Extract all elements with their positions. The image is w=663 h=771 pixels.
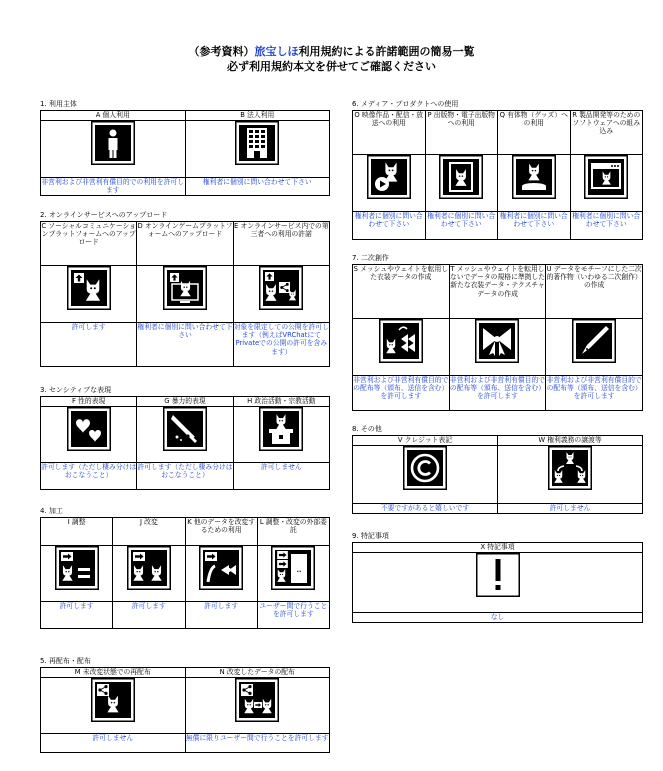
header-prefix: （参考資料）	[188, 45, 255, 58]
section-8-table	[352, 435, 643, 514]
status-u: 非営利および非営利有償目的での配布等（頒布、送信を含む）を許可します	[546, 376, 643, 411]
status-e: 対象を限定しての公開を許可します（例えばVRChatにてPrivateでの公開の許可を含みます）	[233, 323, 329, 367]
header-m: M 未改変状態での再配布	[41, 668, 186, 678]
icon-cell-a	[41, 121, 186, 178]
header-e: E オンラインサービス内での第三者への利用の許諾	[233, 222, 329, 266]
outsource-cat-icon	[271, 546, 315, 590]
distribute-modified-icon	[235, 678, 279, 722]
book-cat-icon	[439, 155, 483, 199]
status-f: 許可します（ただし棲み分けはおこなうこと）	[41, 463, 137, 490]
header-j: J 改変	[113, 518, 185, 546]
icon-cell-h	[233, 407, 329, 463]
upload-monitor-cat-icon	[163, 266, 207, 310]
icon-cell-u	[546, 319, 643, 376]
header-s: S メッシュやウェイトを転用した衣装データの作成	[353, 265, 450, 319]
section-6-title: 6. メディア・プロダクトへの使用	[352, 100, 459, 108]
icon-cell-f	[41, 407, 137, 463]
status-w: 許可しません	[498, 504, 643, 514]
icon-cell-g	[137, 407, 233, 463]
section-8-title: 8. その他	[352, 425, 382, 433]
section-3-table	[40, 396, 330, 490]
icon-cell-n	[185, 678, 330, 734]
status-g: 許可します（ただし棲み分けはおこなうこと）	[137, 463, 233, 490]
hearts-icon	[67, 407, 111, 451]
header-w: W 権利義務の譲渡等	[498, 436, 643, 446]
icon-cell-l	[257, 546, 329, 602]
status-n: 無償に限りユーザー間で行うことを許可します	[185, 734, 330, 753]
header-q: Q 有体物（グッズ）への利用	[498, 111, 571, 155]
icon-cell-p	[425, 155, 498, 212]
icon-cell-c	[41, 266, 137, 323]
icon-cell-m	[41, 678, 186, 734]
header-p: P 出版物・電子出版物への利用	[425, 111, 498, 155]
modify-cat-icon	[127, 546, 171, 590]
header-b: B 法人利用	[185, 111, 330, 121]
header-r: R 製品開発等のためのソフトウェアへの組み込み	[570, 111, 643, 155]
header-u: U データをモチーフにした二次的著作物（いわゆる二次創作）の作成	[546, 265, 643, 319]
transfer-cat-icon	[548, 446, 592, 490]
section-5-title: 5. 再配布・配布	[40, 657, 91, 665]
status-d: 権利者に個別に問い合わせて下さい	[137, 323, 233, 367]
header-n: N 改変したデータの配布	[185, 668, 330, 678]
status-r: 権利者に個別に問い合わせて下さい	[570, 212, 643, 240]
header-suffix: 利用規約による許諾範囲の簡易一覧	[298, 45, 475, 58]
section-4-table	[40, 517, 330, 629]
icon-cell-e	[233, 266, 329, 323]
status-v: 不要ですがあると嬉しいです	[353, 504, 498, 514]
header-line2: 必ず利用規約本文を併せてご確認ください	[227, 60, 436, 73]
icon-cell-i	[41, 546, 113, 602]
icon-cell-s	[353, 319, 450, 376]
share-cat-icon	[259, 266, 303, 310]
status-b: 権利者に個別に問い合わせて下さい	[185, 178, 330, 196]
status-h: 許可しません	[233, 463, 329, 490]
ribbon-icon	[475, 319, 519, 363]
icon-cell-b	[185, 121, 330, 178]
upload-cat-icon	[67, 266, 111, 310]
icon-cell-o	[353, 155, 426, 212]
icon-cell-v	[353, 446, 498, 504]
header-d: D オンラインゲームプラットフォームへのアップロード	[137, 222, 233, 266]
section-4-title: 4. 加工	[40, 507, 63, 515]
header-h: H 政治活動・宗教活動	[233, 397, 329, 407]
status-s: 非営利および非営利有償目的での配布等（頒布、送信を含む）を許可します	[353, 376, 450, 411]
section-7-table	[352, 264, 643, 411]
adjust-cat-icon	[55, 546, 99, 590]
header-x: X 特記事項	[353, 543, 643, 553]
status-x: なし	[353, 613, 643, 623]
status-i: 許可します	[41, 602, 113, 629]
header-c: C ソーシャルコミュニケーションプラットフォームへのアップロード	[41, 222, 137, 266]
mesh-cat-icon	[379, 319, 423, 363]
status-l: ユーザー間で行うことを許可します	[257, 602, 329, 629]
header-line1	[0, 44, 663, 59]
status-q: 権利者に個別に問い合わせて下さい	[498, 212, 571, 240]
person-icon	[91, 121, 135, 165]
icon-cell-w	[498, 446, 643, 504]
icon-cell-t	[449, 319, 546, 376]
knife-icon	[163, 407, 207, 451]
status-c: 許可します	[41, 323, 137, 367]
icon-cell-j	[113, 546, 185, 602]
modify-data-icon	[199, 546, 243, 590]
icon-cell-x	[353, 553, 643, 613]
header-l: L 調整・改変の外部委託	[257, 518, 329, 546]
redistribute-cat-icon	[91, 678, 135, 722]
page-header	[0, 44, 663, 74]
section-7-title: 7. 二次創作	[352, 254, 389, 262]
exclamation-icon	[476, 553, 520, 597]
pen-nib-icon	[572, 319, 616, 363]
section-3-title: 3. センシティブな表現	[40, 386, 112, 394]
section-1-table	[40, 110, 330, 196]
header-k: K 他のデータを改変するための利用	[185, 518, 257, 546]
icon-cell-d	[137, 266, 233, 323]
figure-cat-icon	[512, 155, 556, 199]
section-9-table	[352, 542, 643, 623]
header-o: O 映像作品・配信・放送への利用	[353, 111, 426, 155]
header-i: I 調整	[41, 518, 113, 546]
podium-icon	[259, 407, 303, 451]
software-cat-icon	[584, 155, 628, 199]
status-p: 権利者に個別に問い合わせて下さい	[425, 212, 498, 240]
video-cat-icon	[367, 155, 411, 199]
header-name: 旅宝しほ	[254, 45, 299, 58]
section-5-table	[40, 667, 330, 753]
copyright-icon	[403, 446, 447, 490]
icon-cell-r	[570, 155, 643, 212]
header-t: T メッシュやウェイトを転用しないでデータの規格に準拠した新たな衣装データ・テクスチャデータの作成	[449, 265, 546, 319]
status-o: 権利者に個別に問い合わせて下さい	[353, 212, 426, 240]
section-2-table	[40, 221, 330, 367]
section-9-title: 9. 特記事項	[352, 532, 389, 540]
status-t: 非営利および非営利有償目的での配布等（頒布、送信を含む）を許可します	[449, 376, 546, 411]
header-f: F 性的表現	[41, 397, 137, 407]
status-m: 許可しません	[41, 734, 186, 753]
section-1-title: 1. 利用主体	[40, 100, 77, 108]
status-k: 許可します	[185, 602, 257, 629]
building-icon	[235, 121, 279, 165]
header-v: V クレジット表記	[353, 436, 498, 446]
icon-cell-k	[185, 546, 257, 602]
status-a: 非営利および非営利有償目的での利用を許可します	[41, 178, 185, 195]
header-a: A 個人利用	[41, 111, 186, 121]
header-g: G 暴力的表現	[137, 397, 233, 407]
section-6-table	[352, 110, 643, 240]
section-2-title: 2. オンラインサービスへのアップロード	[40, 211, 168, 219]
icon-cell-q	[498, 155, 571, 212]
status-j: 許可します	[113, 602, 185, 629]
